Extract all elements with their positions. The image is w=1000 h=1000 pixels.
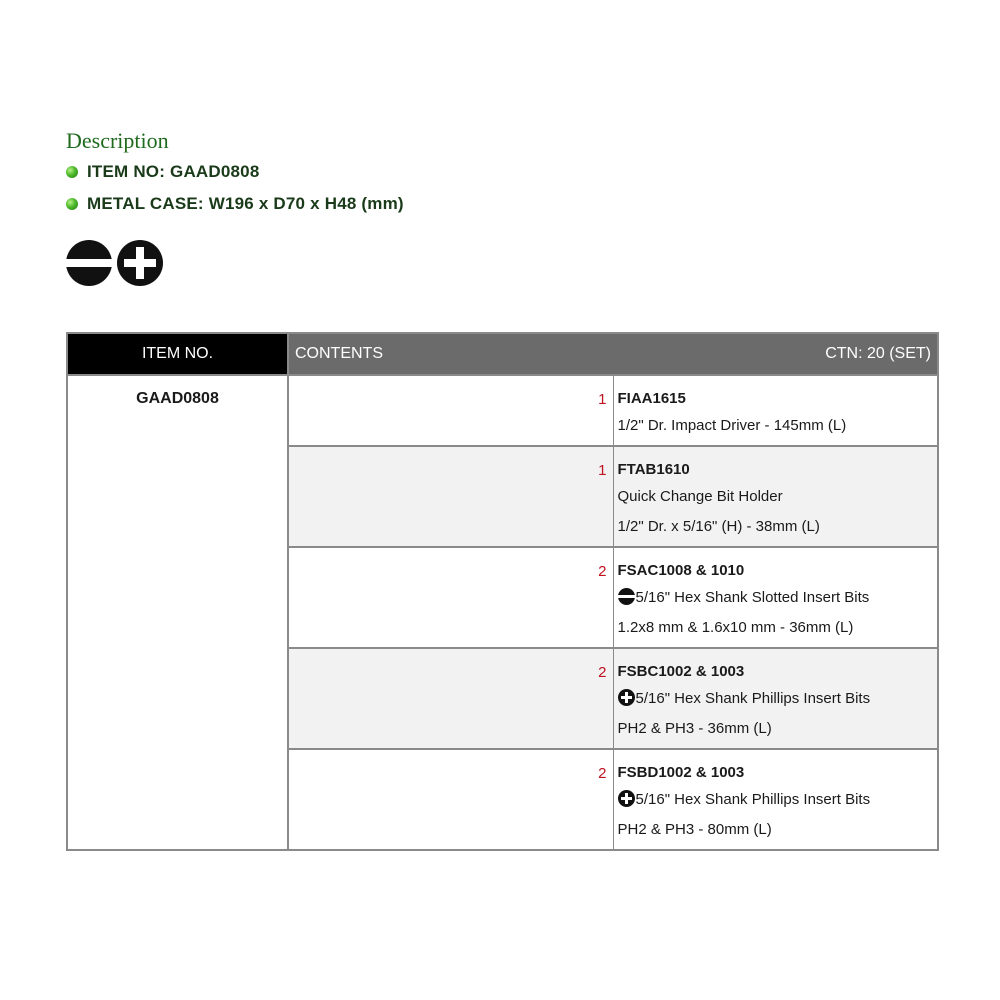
part-description-text: 1/2" Dr. x 5/16" (H) - 38mm (L) xyxy=(617,518,820,535)
part-description-text: 1/2" Dr. Impact Driver - 145mm (L) xyxy=(617,417,847,434)
part-description-line xyxy=(618,512,934,542)
quantity-cell: 2 xyxy=(288,749,613,850)
part-description-line xyxy=(618,785,934,815)
part-description-text: 1.2x8 mm & 1.6x10 mm - 36mm (L) xyxy=(617,619,854,636)
slotted-tip-icon xyxy=(66,239,112,287)
part-description-text: 5/16" Hex Shank Slotted Insert Bits xyxy=(635,589,870,606)
part-code: FSAC1008 & 1010 xyxy=(617,562,745,579)
quantity-cell: 2 xyxy=(288,648,613,749)
contents-table xyxy=(66,332,939,851)
slotted-tip-icon xyxy=(618,588,635,605)
item-code-cell: GAAD0808 xyxy=(67,375,288,850)
item-number-line xyxy=(66,162,260,182)
description-title: Description xyxy=(66,128,169,153)
table-row xyxy=(67,375,938,446)
part-description-text: 5/16" Hex Shank Phillips Insert Bits xyxy=(635,690,871,707)
quantity-cell: 1 xyxy=(288,446,613,547)
header-contents-label: CONTENTS xyxy=(295,345,383,362)
part-description-line xyxy=(618,684,934,714)
part-code: FTAB1610 xyxy=(617,461,690,478)
phillips-tip-icon xyxy=(116,239,164,287)
header-carton-count: CTN: 20 (SET) xyxy=(825,345,931,362)
part-description-line xyxy=(618,583,934,613)
contents-cell xyxy=(613,749,938,850)
phillips-tip-icon xyxy=(618,790,635,807)
part-code: FSBC1002 & 1003 xyxy=(617,663,745,680)
part-code: FIAA1615 xyxy=(617,390,686,407)
contents-cell xyxy=(613,446,938,547)
item-number-text: ITEM NO: GAAD0808 xyxy=(87,162,260,181)
table-header-row xyxy=(67,333,938,375)
metal-case-text: METAL CASE: W196 x D70 x H48 (mm) xyxy=(87,194,404,213)
part-description-line xyxy=(618,482,934,512)
part-description-text: 5/16" Hex Shank Phillips Insert Bits xyxy=(635,791,871,808)
part-description-line xyxy=(618,613,934,643)
tip-type-icons xyxy=(66,239,168,287)
part-description-line xyxy=(618,714,934,744)
part-code: FSBD1002 & 1003 xyxy=(617,764,745,781)
quantity-cell: 1 xyxy=(288,375,613,446)
part-description-text: PH2 & PH3 - 80mm (L) xyxy=(617,821,772,838)
green-bullet-icon xyxy=(66,166,78,178)
phillips-tip-icon xyxy=(618,689,635,706)
header-contents xyxy=(288,333,938,375)
contents-cell xyxy=(613,375,938,446)
part-description-text: Quick Change Bit Holder xyxy=(617,488,783,505)
contents-cell xyxy=(613,648,938,749)
contents-cell xyxy=(613,547,938,648)
part-description-line xyxy=(618,411,934,441)
green-bullet-icon xyxy=(66,198,78,210)
header-item-no: ITEM NO. xyxy=(67,333,288,375)
metal-case-line xyxy=(66,194,404,214)
part-description-line xyxy=(618,815,934,845)
quantity-cell: 2 xyxy=(288,547,613,648)
part-description-text: PH2 & PH3 - 36mm (L) xyxy=(617,720,772,737)
